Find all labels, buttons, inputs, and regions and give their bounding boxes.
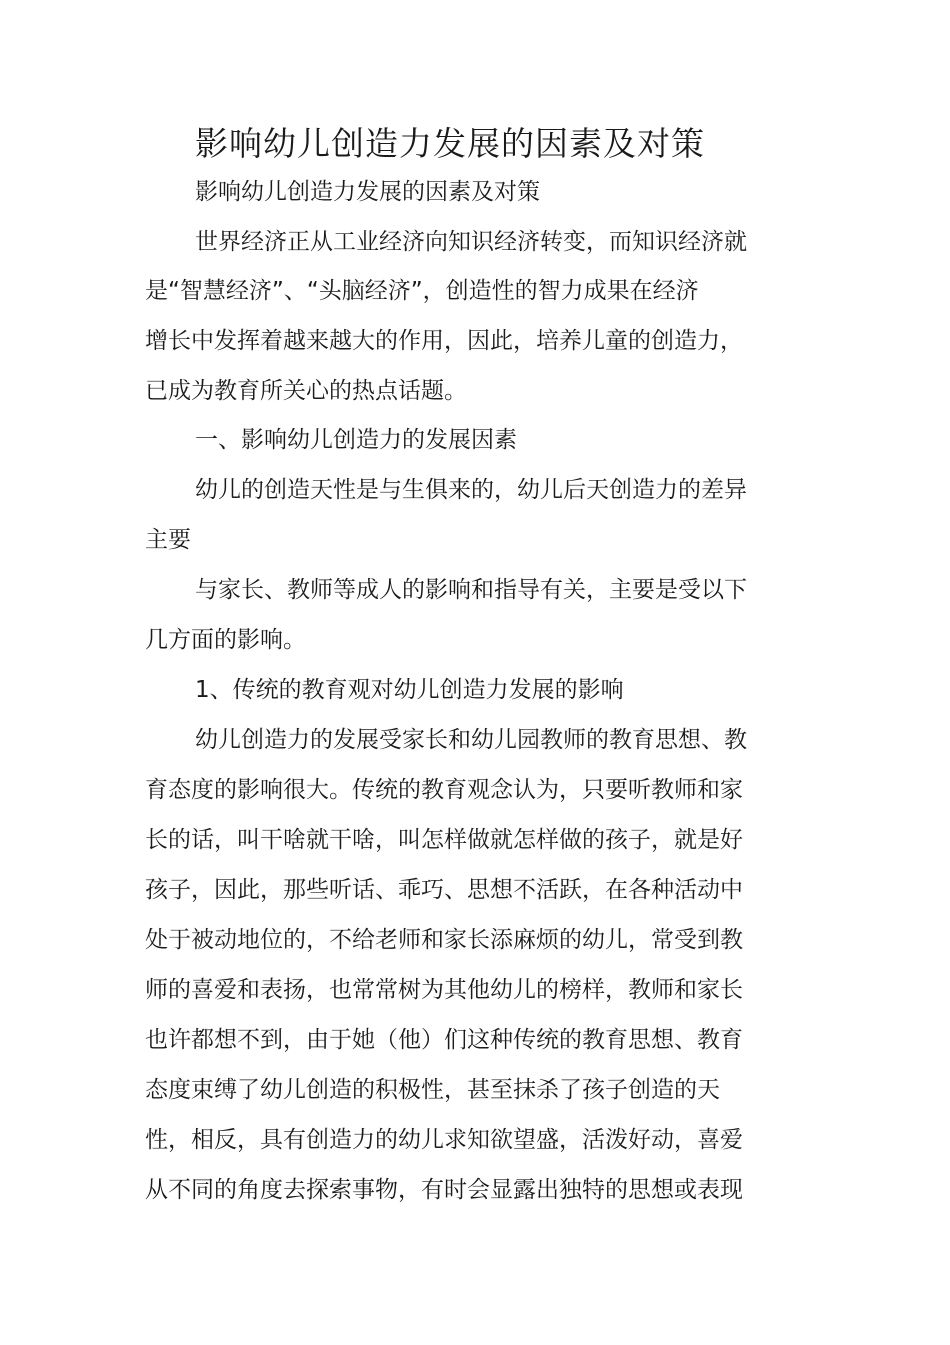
paragraph-line: 增长中发挥着越来越大的作用，因此，培养儿童的创造力， <box>145 328 743 354</box>
subtitle-line: 影响幼儿创造力发展的因素及对策 <box>195 179 540 205</box>
paragraph-line: 育态度的影响很大。传统的教育观念认为，只要听教师和家 <box>145 777 743 803</box>
paragraph-line: 几方面的影响。 <box>145 627 306 653</box>
section-heading: 一、影响幼儿创造力的发展因素 <box>195 427 517 453</box>
paragraph-line: 已成为教育所关心的热点话题。 <box>145 378 467 404</box>
paragraph-line: 态度束缚了幼儿创造的积极性，甚至抹杀了孩子创造的天 <box>145 1077 720 1103</box>
paragraph-line: 是“智慧经济”、“头脑经济”，创造性的智力成果在经济 <box>145 278 699 304</box>
paragraph-line: 幼儿的创造天性是与生俱来的，幼儿后天创造力的差异 <box>195 477 747 503</box>
paragraph-line: 世界经济正从工业经济向知识经济转变，而知识经济就 <box>195 229 747 255</box>
document-title: 影响幼儿创造力发展的因素及对策 <box>195 124 705 163</box>
paragraph-line: 幼儿创造力的发展受家长和幼儿园教师的教育思想、教 <box>195 727 747 753</box>
paragraph-line: 长的话，叫干啥就干啥，叫怎样做就怎样做的孩子，就是好 <box>145 827 743 853</box>
paragraph-line: 也许都想不到，由于她（他）们这种传统的教育思想、教育 <box>145 1027 743 1053</box>
paragraph-line: 师的喜爱和表扬，也常常树为其他幼儿的榜样，教师和家长 <box>145 977 743 1003</box>
paragraph-line: 处于被动地位的，不给老师和家长添麻烦的幼儿，常受到教 <box>145 927 743 953</box>
paragraph-line: 与家长、教师等成人的影响和指导有关，主要是受以下 <box>195 577 747 603</box>
paragraph-line: 从不同的角度去探索事物，有时会显露出独特的思想或表现 <box>145 1177 743 1203</box>
paragraph-line: 主要 <box>145 527 191 553</box>
subsection-heading: 1、传统的教育观对幼儿创造力发展的影响 <box>195 677 624 703</box>
paragraph-line: 孩子，因此，那些听话、乖巧、思想不活跃，在各种活动中 <box>145 877 743 903</box>
paragraph-line: 性，相反，具有创造力的幼儿求知欲望盛，活泼好动，喜爱 <box>145 1127 743 1153</box>
